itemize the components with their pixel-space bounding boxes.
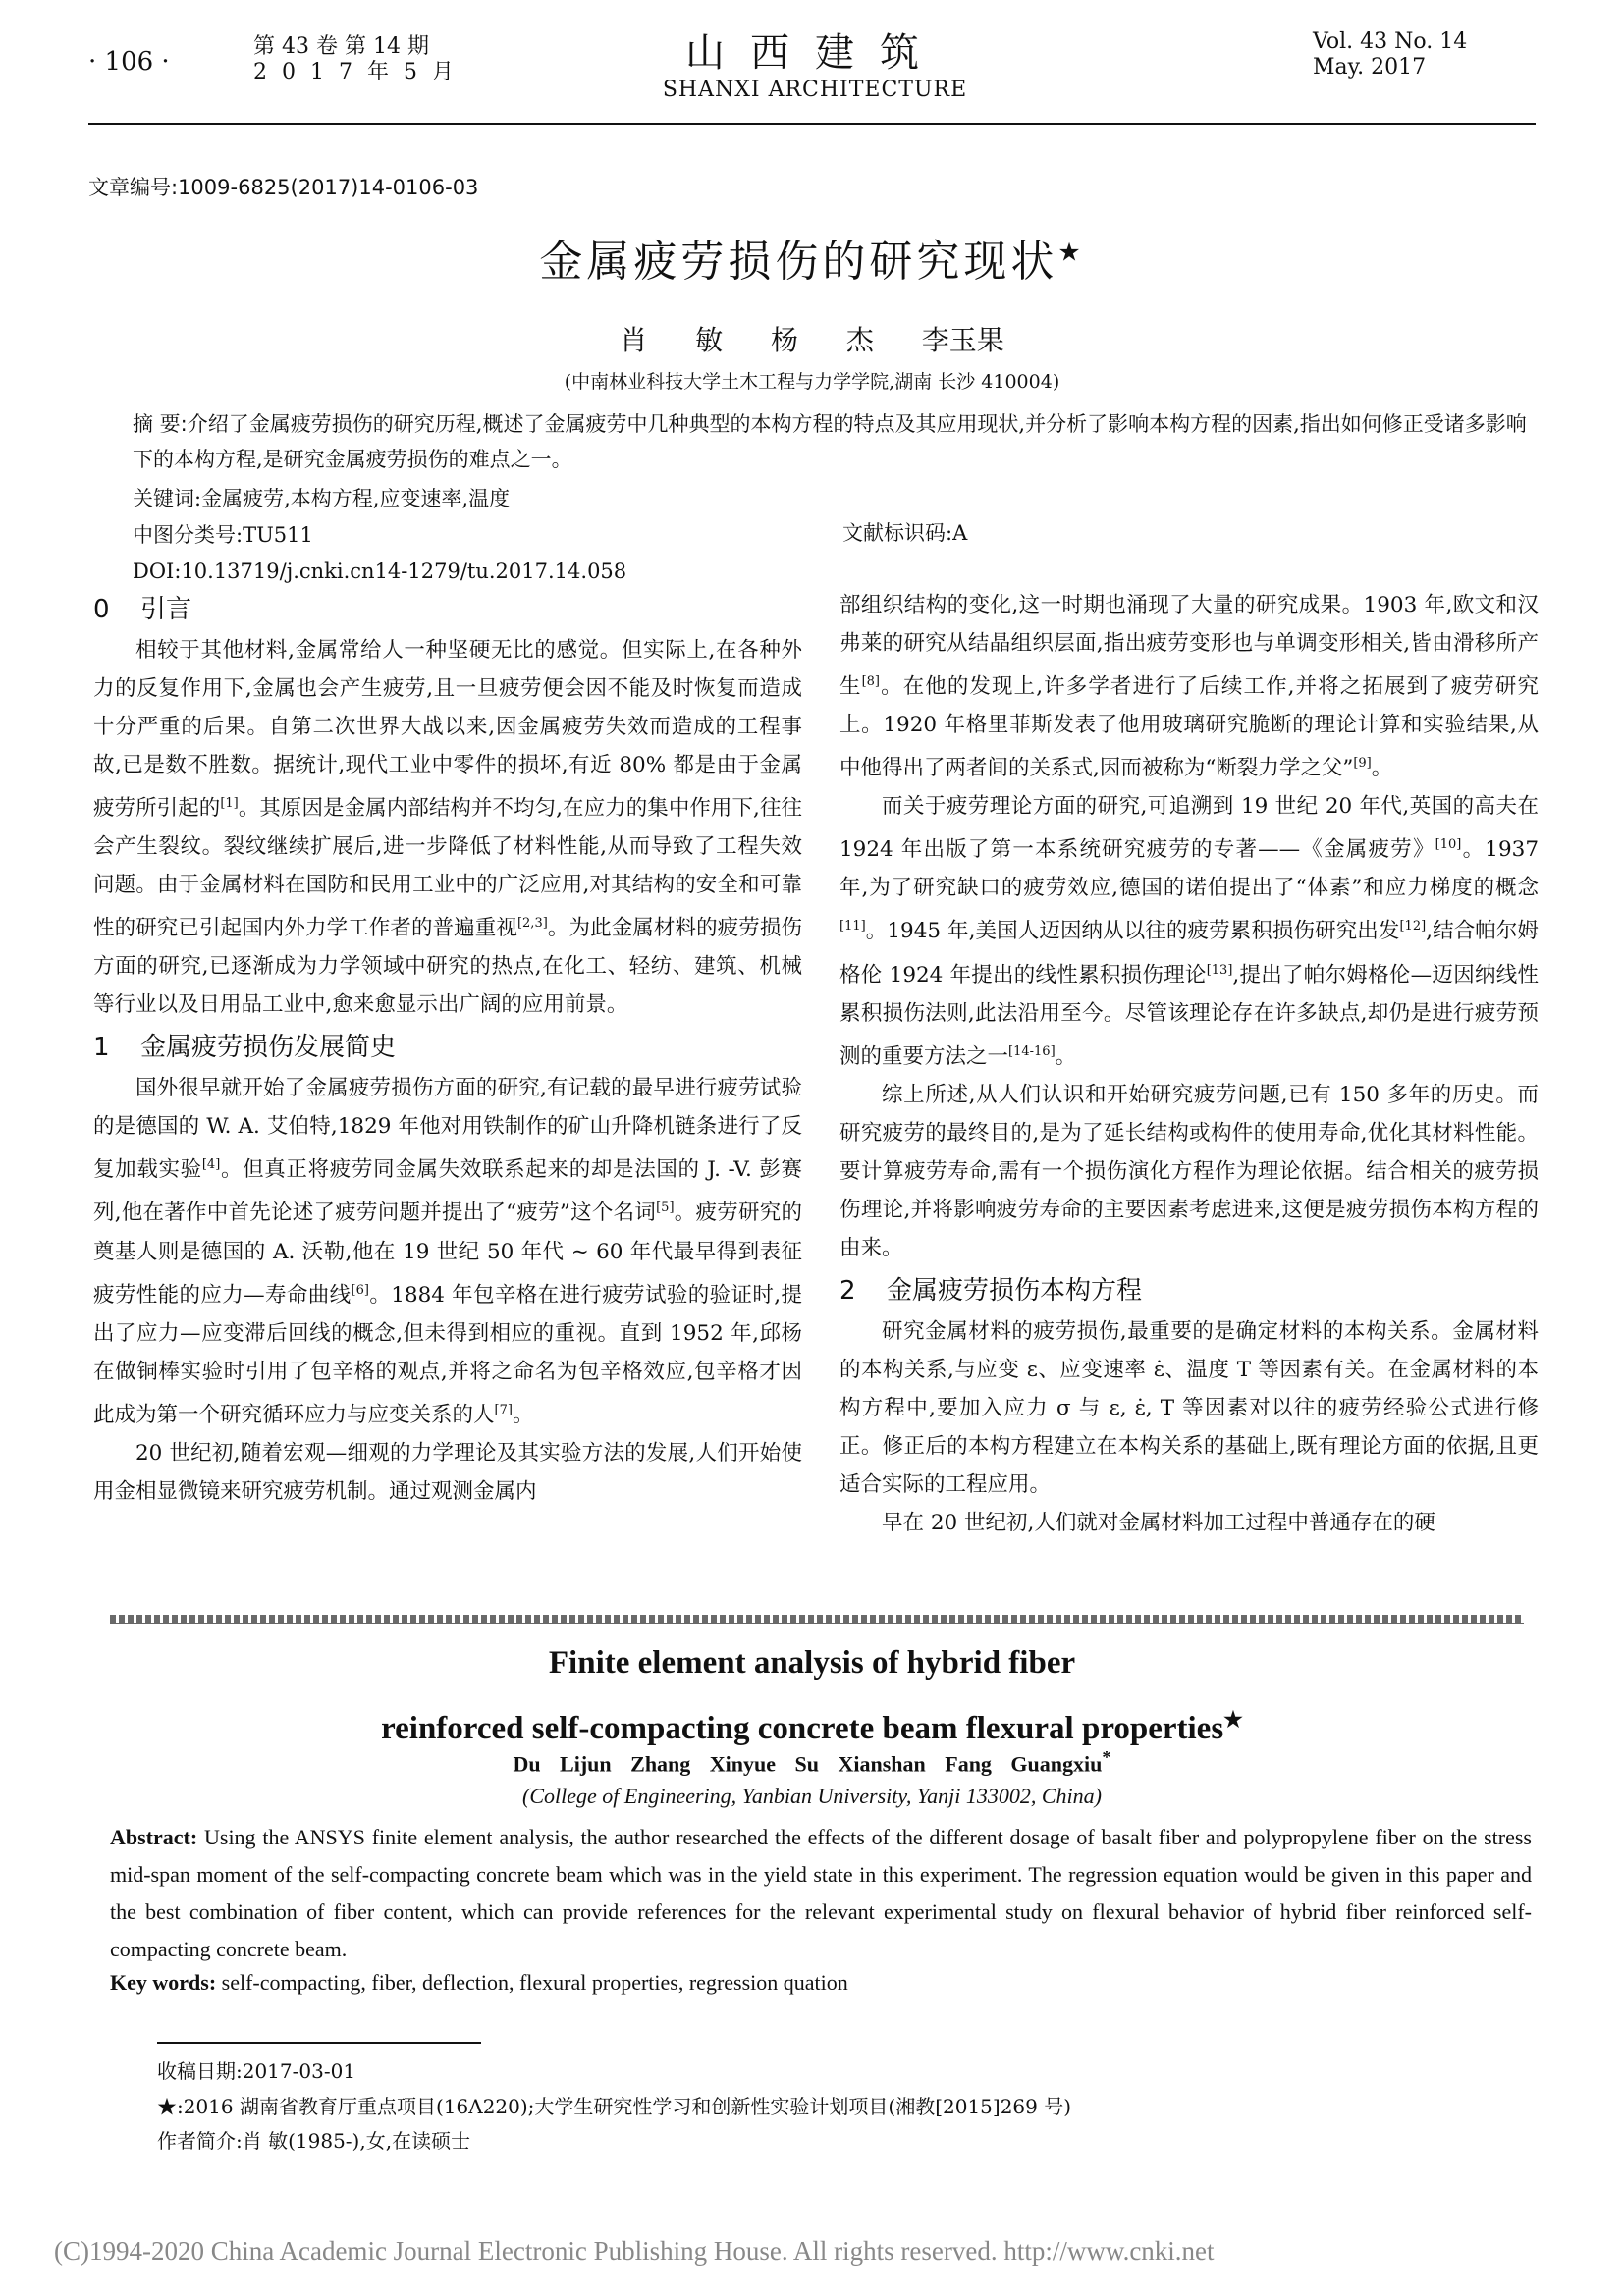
journal-name-en: SHANXI ARCHITECTURE bbox=[662, 78, 968, 102]
clc-number: 中图分类号:TU511 bbox=[133, 523, 313, 547]
header-rule bbox=[88, 123, 1536, 125]
text-run: 部组织结构的变化,这一时期也涌现了大量的研究成果。1903 年,欧文和汉弗莱的研究从结晶组织层面,指出疲劳变形也与单调变形相关,皆由滑移所产生 bbox=[839, 593, 1539, 700]
date-cn: 2 0 1 7 年 5 月 bbox=[253, 60, 458, 84]
affiliation-cn: (中南林业科技大学土木工程与力学学院,湖南 长沙 410004) bbox=[564, 371, 1060, 393]
title-en bbox=[0, 1634, 1624, 1757]
citation: [13] bbox=[1206, 962, 1233, 978]
section-number: 1 bbox=[93, 1033, 110, 1063]
citation: [4] bbox=[201, 1157, 221, 1173]
authors-en bbox=[0, 1747, 1624, 1777]
paragraph bbox=[93, 1434, 802, 1511]
section-title: 引言 bbox=[140, 595, 192, 624]
section-separator bbox=[110, 1615, 1524, 1623]
date-en: May. 2017 bbox=[1313, 55, 1427, 80]
paragraph bbox=[93, 631, 802, 1024]
citation: [6] bbox=[351, 1282, 369, 1298]
body-right-column bbox=[839, 586, 1539, 1542]
abstract-cn-label: 摘 要: bbox=[133, 412, 188, 436]
text-run: 。1884 年包辛格在进行疲劳试验的验证时,提出了应力—应变滞后回线的概念,但未得到相应的重视。直到 1952 年,邱杨在做铜棒实验时引用了包辛格的观点,并将之命名为包辛格效应,包辛格才因此成为第一个研究循环应力与应变关系的人 bbox=[93, 1282, 802, 1427]
title-star-icon: ★ bbox=[1057, 238, 1085, 268]
section-2-heading bbox=[839, 1269, 1539, 1312]
corresponding-author-mark: * bbox=[1102, 1747, 1111, 1767]
keywords-en-text: self-compacting, fiber, deflection, flexural properties, regression quation bbox=[216, 1970, 848, 1995]
text-run: 20 世纪初,随着宏观—细观的力学理论及其实验方法的发展,人们开始使用金相显微镜来研究疲劳机制。通过观测金属内 bbox=[93, 1440, 802, 1504]
text-run: 。1945 年,美国人迈因纳从以往的疲劳累积损伤研究出发 bbox=[865, 919, 1400, 944]
section-1-heading bbox=[93, 1026, 802, 1069]
abstract-en bbox=[110, 1819, 1532, 1968]
text-run: 。疲劳研究的奠基人则是德国的 A. 沃勒,他在 19 世纪 50 年代 ~ 60 年代最早得到表征疲劳性能的应力—寿命曲线 bbox=[93, 1201, 802, 1308]
title-en-star-icon: ★ bbox=[1223, 1707, 1243, 1732]
authors-cn: 肖 敏 杨 杰 李玉果 bbox=[620, 324, 1004, 356]
paragraph bbox=[839, 1312, 1539, 1504]
body-left-column bbox=[93, 586, 802, 1511]
keywords-cn: 关键词:金属疲劳,本构方程,应变速率,温度 bbox=[133, 487, 511, 510]
doi: DOI:10.13719/j.cnki.cn14-1279/tu.2017.14.058 bbox=[133, 560, 627, 583]
text-run: ,结合帕尔姆格伦 1924 年提出的线性累积损伤理论 bbox=[839, 919, 1539, 988]
section-0-heading bbox=[93, 588, 802, 631]
text-run: 国外很早就开始了金属疲劳损伤方面的研究,有记载的最早进行疲劳试验的是德国的 W. A. 艾伯特,1829 年他对用铁制作的矿山升降机链条进行了反复加载实验 bbox=[93, 1076, 802, 1183]
text-run: 。 bbox=[1371, 756, 1393, 781]
footnote-author-bio: 作者简介:肖 敏(1985-),女,在读硕士 bbox=[157, 2129, 471, 2153]
document-code: 文献标识码:A bbox=[842, 521, 968, 545]
citation: [1] bbox=[220, 796, 239, 811]
title-cn-text: 金属疲劳损伤的研究现状 bbox=[539, 237, 1058, 287]
copyright-notice: (C)1994-2020 China Academic Journal Electronic Publishing House. All rights reserved. http://www.cnki.net bbox=[54, 2236, 1215, 2266]
paragraph bbox=[93, 1069, 802, 1434]
authors-en-text: Du Lijun Zhang Xinyue Su Xianshan Fang Guangxiu bbox=[513, 1751, 1103, 1777]
volume-issue-en: Vol. 43 No. 14 bbox=[1313, 29, 1468, 54]
text-run: 而关于疲劳理论方面的研究,可追溯到 19 世纪 20 年代,英国的高夫在 1924 年出版了第一本系统研究疲劳的专著——《金属疲劳》 bbox=[839, 794, 1539, 863]
article-number: 文章编号:1009-6825(2017)14-0106-03 bbox=[88, 176, 479, 199]
citation: [2,3] bbox=[516, 916, 548, 932]
text-run: 相较于其他材料,金属常给人一种坚硬无比的感觉。但实际上,在各种外力的反复作用下,金属也会产生疲劳,且一旦疲劳便会因不能及时恢复而造成十分严重的后果。自第二次世界大战以来,因金属疲劳失效而造成的工程事故,已是数不胜数。据统计,现代工业中零件的损坏,有近 80% 都是由于金属疲劳所引起的 bbox=[93, 638, 802, 822]
footnote-fund: ★:2016 湖南省教育厅重点项目(16A220);大学生研究性学习和创新性实验计划项目(湘教[2015]269 号) bbox=[157, 2095, 1072, 2118]
title-en-line1: Finite element analysis of hybrid fiber bbox=[548, 1645, 1076, 1681]
title-en-line2-text: reinforced self-compacting concrete beam flexural properties bbox=[381, 1711, 1224, 1746]
citation: [12] bbox=[1399, 919, 1427, 934]
citation: [11] bbox=[839, 919, 866, 934]
text-run: ,提出了帕尔姆格伦—迈因纳线性累积损伤法则,此法沿用至今。尽管该理论存在许多缺点,却仍是进行疲劳预测的重要方法之一 bbox=[839, 962, 1539, 1069]
abstract-cn-text: 介绍了金属疲劳损伤的研究历程,概述了金属疲劳中几种典型的本构方程的特点及其应用现状,并分析了影响本构方程的因素,指出如何修正受诸多影响下的本构方程,是研究金属疲劳损伤的难点之一。 bbox=[133, 412, 1527, 471]
text-run: 。1937 年,为了研究缺口的疲劳效应,德国的诺伯提出了“体素”和应力梯度的概念 bbox=[839, 837, 1540, 901]
citation: [8] bbox=[861, 674, 881, 689]
page-number: · 106 · bbox=[88, 47, 170, 77]
citation: [7] bbox=[494, 1402, 513, 1417]
text-run: 。但真正将疲劳同金属失效联系起来的却是法国的 J. -V. 彭赛列,他在著作中首先论述了疲劳问题并提出了“疲劳”这个名词 bbox=[93, 1157, 802, 1226]
text-run: 早在 20 世纪初,人们就对金属材料加工过程中普通存在的硬 bbox=[882, 1510, 1435, 1535]
keywords-en bbox=[110, 1970, 1532, 1996]
citation: [5] bbox=[656, 1201, 675, 1216]
abstract-cn bbox=[133, 406, 1527, 477]
text-run: 。为此金属材料的疲劳损伤方面的研究,已逐渐成为力学领域中研究的热点,在化工、轻纺、建筑、机械等行业以及日用品工业中,愈来愈显示出广阔的应用前景。 bbox=[93, 916, 802, 1018]
journal-name bbox=[589, 22, 1041, 102]
title-cn bbox=[0, 226, 1624, 289]
volume-issue-cn: 第 43 卷 第 14 期 bbox=[253, 34, 429, 59]
text-run: 综上所述,从人们认识和开始研究疲劳问题,已有 150 多年的历史。而研究疲劳的最终目的,是为了延长结构或构件的使用寿命,优化其材料性能。要计算疲劳寿命,需有一个损伤演化方程作为理论依据。结合相关的疲劳损伤理论,并将影响疲劳寿命的主要因素考虑进来,这便是疲劳损伤本构方程的由来。 bbox=[839, 1082, 1539, 1260]
paragraph bbox=[839, 586, 1539, 787]
text-run: 。 bbox=[1055, 1043, 1077, 1069]
section-number: 0 bbox=[93, 595, 110, 624]
text-run: 。其原因是金属内部结构并不均匀,在应力的集中作用下,往往会产生裂纹。裂纹继续扩展后,进一步降低了材料性能,从而导致了工程失效问题。由于金属材料在国防和民用工业中的广泛应用,对其结构的安全和可靠性的研究已引起国内外力学工作者的普遍重视 bbox=[93, 796, 802, 941]
citation: [9] bbox=[1353, 756, 1372, 772]
footnote-received-date: 收稿日期:2017-03-01 bbox=[157, 2059, 356, 2083]
keywords-en-label: Key words: bbox=[110, 1970, 217, 1995]
section-title: 金属疲劳损伤发展简史 bbox=[140, 1033, 397, 1063]
text-run: 。在他的发现上,许多学者进行了后续工作,并将之拓展到了疲劳研究上。1920 年格里菲斯发表了他用玻璃研究脆断的理论计算和实验结果,从中他得出了两者间的关系式,因而被称为“断裂力学之父” bbox=[839, 674, 1539, 781]
section-title: 金属疲劳损伤本构方程 bbox=[887, 1275, 1143, 1306]
text-run: 研究金属材料的疲劳损伤,最重要的是确定材料的本构关系。金属材料的本构关系,与应变 ε、应变速率 ε̇、温度 T 等因素有关。在金属材料的本构方程中,要加入应力 σ 与 ε, ε̇, T 等因素对以往的疲劳经验公式进行修正。修正后的本构方程建立在本构关系的基础上,既有理论方面的依据,且更适合实际的工程应用。 bbox=[839, 1318, 1539, 1497]
abstract-en-label: Abstract: bbox=[110, 1825, 198, 1849]
citation: [14-16] bbox=[1008, 1043, 1056, 1059]
footnote-rule bbox=[157, 2042, 481, 2044]
text-run: 。 bbox=[512, 1402, 534, 1427]
section-separator-line bbox=[110, 1623, 1524, 1624]
section-number: 2 bbox=[839, 1275, 856, 1306]
paragraph bbox=[839, 1504, 1539, 1542]
paragraph bbox=[839, 787, 1539, 1076]
paragraph bbox=[839, 1076, 1539, 1267]
affiliation-en: (College of Engineering, Yanbian University, Yanji 133002, China) bbox=[522, 1784, 1102, 1808]
citation: [10] bbox=[1435, 837, 1462, 853]
abstract-en-text: Using the ANSYS finite element analysis, the author researched the effects of the different dosage of basalt fiber and polypropylene fiber on the stress mid-span moment of the self-compacting concrete beam which was in the yield state in this experiment. The regression equation would be given in this paper and the best combination of fiber content, which can provide references for the relevant experimental study on flexural behavior of hybrid fiber reinforced self-compacting concrete beam. bbox=[110, 1825, 1532, 1961]
journal-name-cn: 山西建筑 bbox=[685, 30, 945, 76]
